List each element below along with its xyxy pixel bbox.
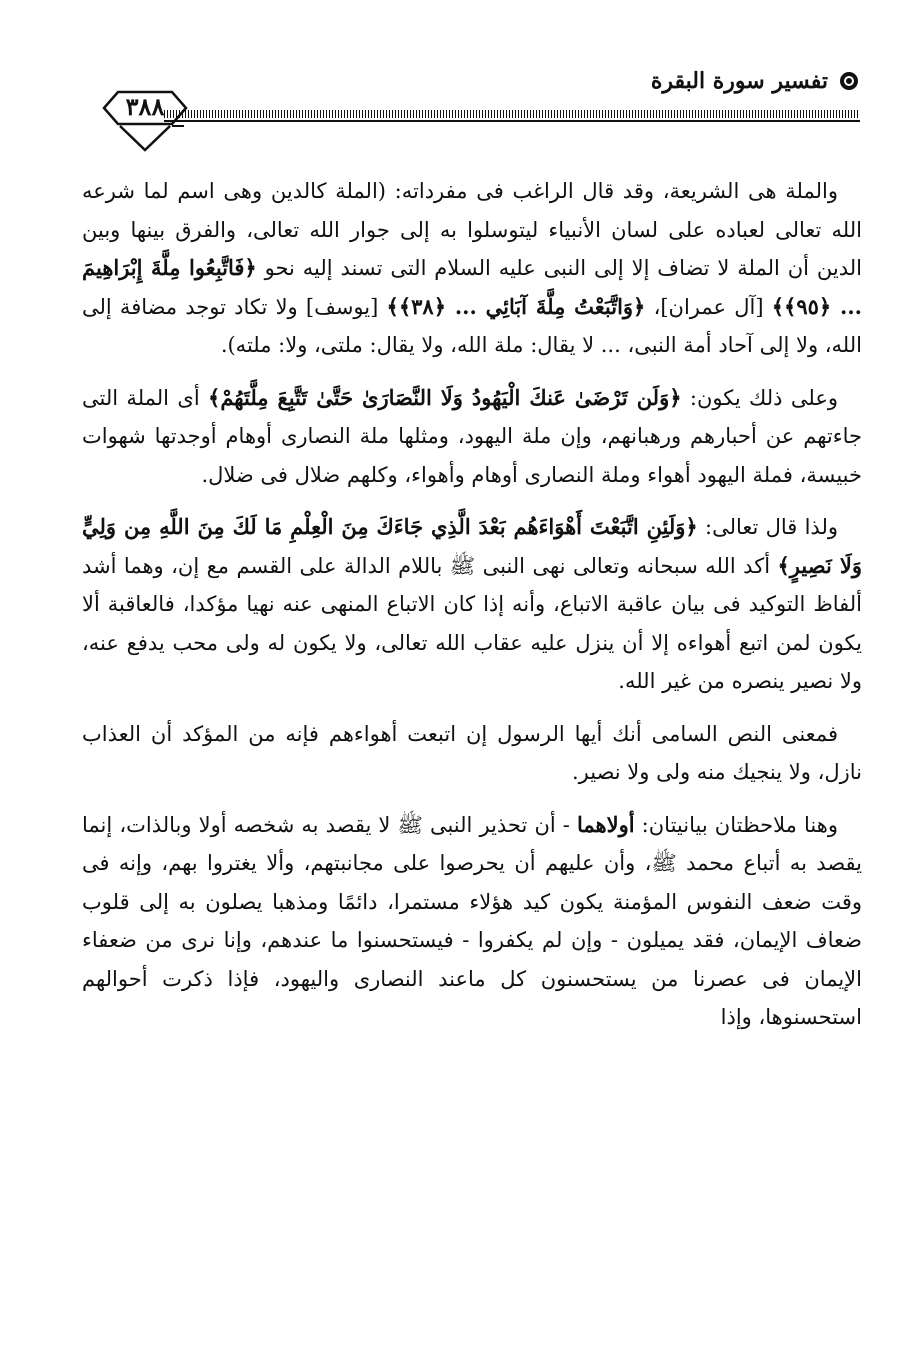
quran-quote: ﴿وَاتَّبَعْتُ مِلَّةَ آبَائِي ... ﴿٣٨﴾﴾ (386, 293, 646, 319)
text-segment: - أن تحذير النبى ﷺ لا يقصد به شخصه أولا وبالذات، إنما يقصد به أتباع محمد ﷺ، وأن عليهم أن يحرصوا على مجانبتهم، وألا يغتروا بهم، وإنه فى وقت ضعف النفوس المؤمنة يكون كيد هؤلاء مستمرا، دائمًا ومذهبا يصلون به إلى قلوب ضعاف الإيمان، فقد يميلون - وإن لم يكفروا - فيستحسنوا ما عندهم، وإنا نرى من ضعفاء الإيمان فى عصرنا من يستحسنون كل ماعند النصارى واليهود، فإذا ذكرت أحوالهم استحسنوها، وإذا (82, 812, 862, 1029)
text-segment: فمعنى النص السامى أنك أيها الرسول إن اتبعت أهواءهم فإنه من المؤكد أن العذاب نازل، ولا ينجيك منه ولى ولا نصير. (82, 721, 862, 784)
quran-quote: ﴿وَلَن تَرْضَىٰ عَنكَ الْيَهُودُ وَلَا النَّصَارَىٰ حَتَّىٰ تَتَّبِعَ مِلَّتَهُمْ﴾ (208, 384, 682, 410)
text-segment: وعلى ذلك يكون: (681, 385, 838, 410)
page-number: ٣٨٨ (125, 92, 165, 121)
text-segment: أى الملة التى جاءتهم عن أحبارهم ورهبانهم، وإن ملة اليهود، ومثلها ملة النصارى أوهام أوجدتها شهوات خبيسة، فملة اليهود أهواء وملة النصارى أوهام وأهواء، وكلهم ضلال فى ضلال. (82, 385, 862, 487)
header-rule-line (164, 120, 860, 122)
quran-quote: ﴿وَلَئِنِ اتَّبَعْتَ أَهْوَاءَهُم بَعْدَ الَّذِي جَاءَكَ مِنَ الْعِلْمِ مَا لَكَ مِنَ اللَّهِ مِن وَلِيٍّ وَلَا نَصِيرٍ﴾ (82, 514, 862, 578)
ornament-icon (838, 70, 860, 92)
running-title (651, 68, 860, 94)
paragraph (82, 379, 862, 495)
paragraph (82, 806, 862, 1037)
text-segment: [يوسف] ولا تكاد توجد مضافة إلى الله، ولا إلى آحاد أمة النبى، ... لا يقال: ملة الله، ولا يقال: ملتى، ولا: ملته). (82, 294, 862, 357)
body-text (82, 172, 862, 1051)
text-segment: وهنا ملاحظتان بيانيتان: (634, 812, 838, 837)
paragraph (82, 715, 862, 792)
paragraph (82, 172, 862, 365)
page-number-badge (100, 86, 190, 156)
page-header (80, 60, 860, 160)
text-segment: ولذا قال تعالى: (697, 515, 838, 539)
quran-quote: ﴿فَاتَّبِعُوا مِلَّةَ إِبْرَاهِيمَ ... ﴿٩٥﴾﴾ (82, 255, 862, 319)
header-title-text: تفسير سورة البقرة (650, 68, 828, 94)
quran-quote: أولاهما (577, 811, 635, 837)
text-segment: [آل عمران]، (645, 294, 772, 319)
text-segment: والملة هى الشريعة، وقد قال الراغب فى مفرداته: (الملة كالدين وهى اسم لما شرعه الله تعالى لعباده على لسان الأنبياء ليتوسلوا به إلى جوار الله تعالى، والفرق بينها وبين الدين أن الملة لا تضاف إلا إلى النبى عليه السلام التى تسند إليه نحو (82, 179, 862, 280)
text-segment: أكد الله سبحانه وتعالى نهى النبى ﷺ باللام الدالة على القسم مع إن، وهما أشد ألفاظ التوكيد فى بيان عاقبة الاتباع، وأنه إذا كان الاتباع المنهى عنه نهيا مؤكدا، فالعاقبة ألا يكون لمن اتبع أهواءه إلا أن ينزل عليه عقاب الله تعالى، ولا يكون له ولى محب يدفع عنه، ولا نصير ينصره من غير الله. (82, 553, 862, 693)
paragraph (82, 508, 862, 701)
header-rule (164, 110, 860, 118)
